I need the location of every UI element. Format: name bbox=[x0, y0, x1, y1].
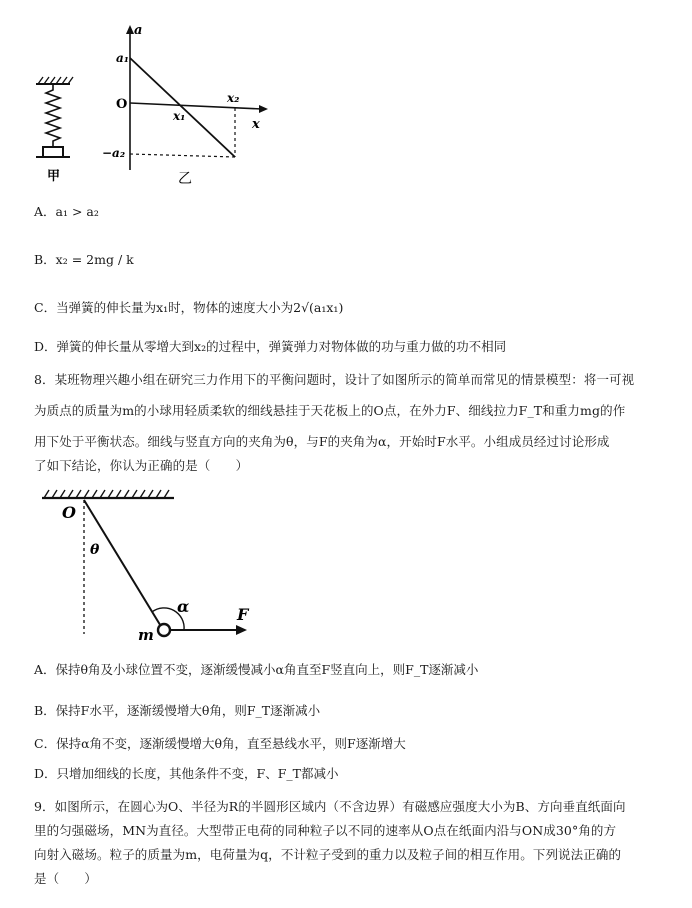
q8-option-b: B．保持F水平，逐渐缓慢增大θ角，则F_T逐渐减小 bbox=[34, 703, 321, 718]
q8-stem-line-1: 8．某班物理兴趣小组在研究三力作用下的平衡问题时，设计了如图所示的简单而常见的情景模型：将一可视 bbox=[34, 372, 635, 387]
spring-graph-svg bbox=[30, 20, 280, 190]
label-theta: θ bbox=[90, 542, 100, 558]
label-origin: O bbox=[116, 97, 128, 112]
q9-stem-line-1: 9．如图所示，在圆心为O、半径为R的半圆形区域内（不含边界）有磁感应强度大小为B、方向垂直纸面向 bbox=[34, 799, 626, 814]
q8-stem-line-4: 了如下结论，你认为正确的是（ ） bbox=[34, 458, 249, 473]
q8-stem-line-2: 为质点的质量为m的小球用轻质柔软的细线悬挂于天花板上的O点，在外力F、细线拉力F_T和重力mg的作 bbox=[34, 403, 626, 418]
axis-label-x: x bbox=[252, 117, 260, 132]
label-x1: x₁ bbox=[173, 109, 186, 123]
q8-stem-line-3: 用下处于平衡状态。细线与竖直方向的夹角为θ，与F的夹角为α，开始时F水平。小组成员经过讨论形成 bbox=[34, 434, 610, 449]
label-alpha: α bbox=[177, 597, 190, 616]
q9-stem-line-4: 是（ ） bbox=[34, 871, 98, 886]
x-axis bbox=[130, 103, 262, 109]
q9-stem-line-3: 向射入磁场。粒子的质量为m，电荷量为q，不计粒子受到的重力以及粒子间的相互作用。下列说法正确的 bbox=[34, 847, 622, 862]
q8-option-c: C．保持α角不变，逐渐缓慢增大θ角，直至悬线水平，则F逐渐增大 bbox=[34, 736, 406, 751]
q8-option-d: D．只增加细线的长度，其他条件不变，F、F_T都减小 bbox=[34, 766, 339, 781]
ball bbox=[158, 624, 170, 636]
label-jia: 甲 bbox=[47, 169, 61, 184]
q7-option-d: D．弹簧的伸长量从零增大到x₂的过程中，弹簧弹力对物体做的功与重力做的功不相同 bbox=[34, 339, 507, 354]
label-F: F bbox=[237, 605, 249, 624]
label-x2: x₂ bbox=[227, 91, 240, 105]
spring-graph-figure bbox=[30, 20, 280, 190]
spring bbox=[46, 84, 60, 147]
q7-option-c: C．当弹簧的伸长量为x₁时，物体的速度大小为2√(a₁x₁) bbox=[34, 300, 344, 315]
label-neg-a2: −a₂ bbox=[102, 146, 126, 160]
label-a1: a₁ bbox=[116, 51, 130, 65]
pendulum-figure bbox=[34, 482, 264, 652]
pendulum-svg bbox=[34, 482, 264, 652]
axis-label-a: a bbox=[134, 23, 143, 38]
label-O: O bbox=[62, 503, 76, 522]
q7-option-b: B．x₂ = 2mg / k bbox=[34, 252, 134, 267]
q8-option-a: A．保持θ角及小球位置不变，逐渐缓慢减小α角直至F竖直向上，则F_T逐渐减小 bbox=[34, 662, 479, 677]
label-yi: 乙 bbox=[178, 171, 192, 187]
string bbox=[84, 500, 162, 628]
q9-stem-line-2: 里的匀强磁场，MN为直径。大型带正电荷的同种粒子以不同的速率从O点在纸面内沿与ON成30°角的方 bbox=[34, 823, 617, 838]
block bbox=[43, 147, 63, 157]
q7-option-a: A．a₁ > a₂ bbox=[34, 204, 99, 219]
label-m: m bbox=[138, 626, 154, 644]
